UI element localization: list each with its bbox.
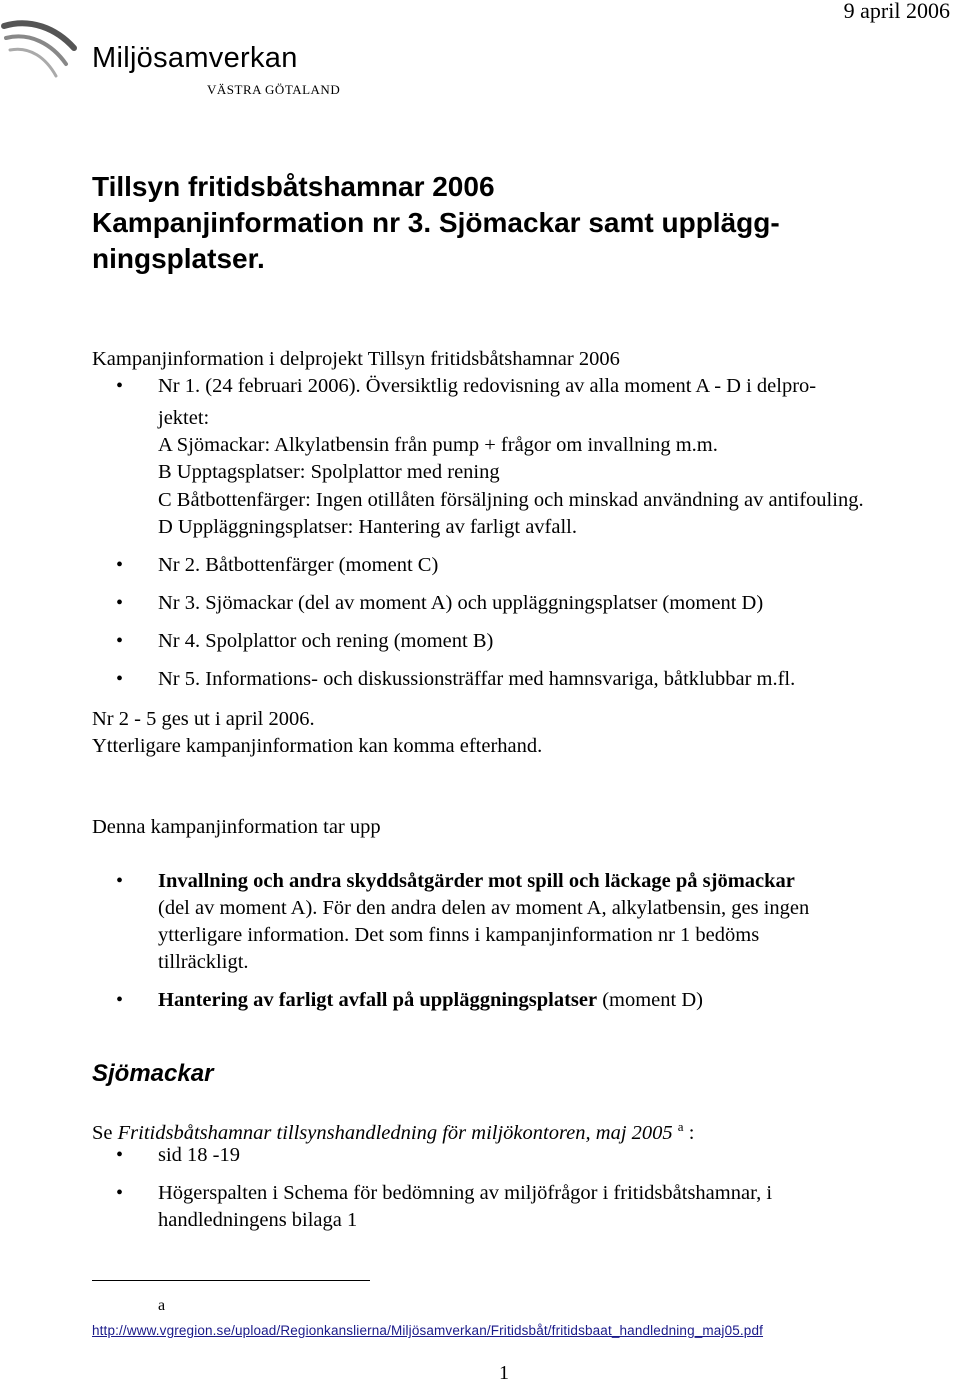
reference-title: Fritidsbåtshamnar tillsynshandledning för miljökontoren, maj 2005 <box>117 1121 673 1144</box>
bullet-icon: • <box>116 668 124 690</box>
list-item-continuation: C Båtbottenfärger: Ingen otillåten försäljning och minskad användning av antifouling. <box>158 489 864 511</box>
list-item-continuation: A Sjömackar: Alkylatbensin från pump + frågor om invallning m.m. <box>158 434 718 456</box>
list-item: Nr 5. Informations- och diskussionsträffar med hamnsvariga, båtklubbar m.fl. <box>158 668 796 690</box>
list-item: Högerspalten i Schema för bedömning av miljöfrågor i fritidsbåtshamnar, i <box>158 1182 773 1204</box>
list-item: Nr 4. Spolplattor och rening (moment B) <box>158 630 494 652</box>
logo-name: Miljösamverkan <box>92 42 298 74</box>
bullet-icon: • <box>116 989 124 1011</box>
page-number: 1 <box>499 1362 509 1384</box>
footnote-link[interactable]: http://www.vgregion.se/upload/Regionkanslierna/Miljösamverkan/Fritidsbåt/fritidsbaat_handledning_maj05.pdf <box>92 1323 764 1338</box>
title-line-3: ningsplatser. <box>92 243 265 274</box>
title-line-1: Tillsyn fritidsbåtshamnar 2006 <box>92 171 495 202</box>
bullet-icon: • <box>116 630 124 652</box>
topic-item-text: ytterligare information. Det som finns i kampanjinformation nr 1 bedöms <box>158 924 760 946</box>
intro-heading: Kampanjinformation i delprojekt Tillsyn fritidsbåtshamnar 2006 <box>92 348 620 370</box>
topic-item-text: (del av moment A). För den andra delen av moment A, alkylatbensin, ges ingen <box>158 897 810 919</box>
list-item-continuation: D Uppläggningsplatser: Hantering av farligt avfall. <box>158 516 577 538</box>
list-item-continuation: jektet: <box>158 407 210 429</box>
bullet-icon: • <box>116 1144 124 1166</box>
intro-note: Ytterligare kampanjinformation kan komma efterhand. <box>92 735 543 757</box>
topic-item <box>158 987 703 1013</box>
list-item: Nr 1. (24 februari 2006). Översiktlig redovisning av alla moment A - D i delpro- <box>158 375 817 397</box>
logo-region: VÄSTRA GÖTALAND <box>207 82 341 97</box>
list-item-continuation: handledningens bilaga 1 <box>158 1209 358 1231</box>
intro-note: Nr 2 - 5 ges ut i april 2006. <box>92 708 315 730</box>
document-date: 9 april 2006 <box>843 0 950 23</box>
footnote-ref[interactable]: a <box>677 1119 684 1134</box>
bullet-icon: • <box>116 592 124 614</box>
section-heading: Sjömackar <box>92 1060 214 1087</box>
list-item: Nr 2. Båtbottenfärger (moment C) <box>158 554 439 576</box>
bullet-icon: • <box>116 554 124 576</box>
topic-item-title: Invallning och andra skyddsåtgärder mot spill och läckage på sjömackar <box>158 870 795 892</box>
bullet-icon: • <box>116 1182 124 1204</box>
list-item-continuation: B Upptagsplatser: Spolplattor med rening <box>158 461 500 483</box>
footnote-divider <box>92 1280 370 1281</box>
topics-heading: Denna kampanjinformation tar upp <box>92 816 381 838</box>
list-item: sid 18 -19 <box>158 1144 240 1166</box>
title-line-2: Kampanjinformation nr 3. Sjömackar samt upplägg- <box>92 207 780 238</box>
document-title <box>92 169 780 277</box>
topic-item-text: (moment D) <box>597 989 703 1011</box>
bullet-icon: • <box>116 870 124 892</box>
list-item: Nr 3. Sjömackar (del av moment A) och uppläggningsplatser (moment D) <box>158 592 764 614</box>
reference-line: Se Fritidsbåtshamnar tillsynshandledning för miljökontoren, maj 2005 $^a$ : <box>92 1119 695 1144</box>
topic-item-text: tillräckligt. <box>158 951 249 973</box>
bullet-icon: • <box>116 375 124 397</box>
topic-item-title: Hantering av farligt avfall på uppläggningsplatser <box>158 989 598 1011</box>
footnote-mark: a <box>158 1297 166 1314</box>
